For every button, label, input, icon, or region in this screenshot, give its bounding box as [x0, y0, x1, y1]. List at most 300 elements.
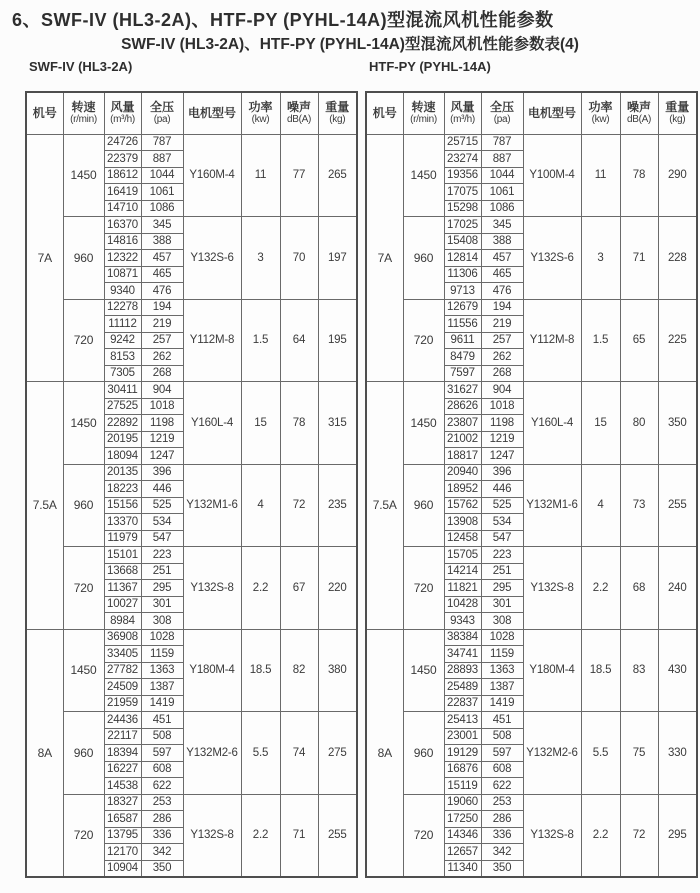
cell-noise: 71 [620, 217, 658, 300]
cell-power: 1.5 [241, 299, 280, 382]
cell-airflow: 10904 [104, 860, 141, 877]
header-noise-label: 噪声 [626, 100, 651, 115]
cell-pressure: 547 [141, 530, 183, 547]
cell-pressure: 1387 [141, 679, 183, 696]
header-speed-label: 转速 [71, 100, 96, 115]
cell-power: 3 [581, 217, 620, 300]
cell-weight: 240 [658, 547, 697, 630]
cell-weight: 275 [318, 712, 357, 795]
table-row [26, 629, 357, 646]
cell-pressure: 1247 [141, 448, 183, 465]
cell-weight: 350 [658, 382, 697, 465]
cell-pressure: 286 [141, 811, 183, 828]
cell-weight: 295 [658, 794, 697, 877]
cell-power: 3 [241, 217, 280, 300]
cell-pressure: 622 [141, 778, 183, 795]
cell-noise: 68 [620, 547, 658, 630]
cell-pressure: 1061 [481, 184, 523, 201]
table-row [26, 464, 357, 481]
cell-airflow: 14538 [104, 778, 141, 795]
cell-pressure: 1219 [141, 431, 183, 448]
cell-motor-model: Y132M2-6 [523, 712, 581, 795]
cell-airflow: 8984 [104, 613, 141, 630]
table-row [26, 382, 357, 399]
cell-pressure: 1159 [141, 646, 183, 663]
cell-pressure: 1363 [141, 662, 183, 679]
cell-pressure: 547 [481, 530, 523, 547]
cell-pressure: 342 [141, 844, 183, 861]
cell-speed: 960 [403, 712, 444, 795]
cell-airflow: 25715 [444, 134, 481, 151]
cell-noise: 78 [620, 134, 658, 217]
cell-pressure: 1028 [141, 629, 183, 646]
cell-airflow: 27525 [104, 398, 141, 415]
cell-speed: 720 [403, 547, 444, 630]
cell-weight: 197 [318, 217, 357, 300]
cell-airflow: 36908 [104, 629, 141, 646]
cell-airflow: 31627 [444, 382, 481, 399]
header-power-label: 功率 [248, 100, 273, 115]
cell-pressure: 1419 [141, 695, 183, 712]
cell-pressure: 476 [141, 283, 183, 300]
cell-pressure: 295 [481, 580, 523, 597]
header-pressure-unit: (pa) [153, 114, 171, 126]
cell-motor-model: Y132M2-6 [183, 712, 241, 795]
cell-power: 2.2 [581, 794, 620, 877]
cell-airflow: 38384 [444, 629, 481, 646]
table-row [366, 464, 697, 481]
cell-power: 11 [241, 134, 280, 217]
cell-airflow: 23274 [444, 151, 481, 168]
cell-airflow: 13370 [104, 514, 141, 531]
cell-speed: 960 [63, 464, 104, 547]
cell-airflow: 11367 [104, 580, 141, 597]
cell-weight: 380 [318, 629, 357, 712]
cell-airflow: 9611 [444, 332, 481, 349]
table-row [26, 217, 357, 234]
cell-airflow: 13908 [444, 514, 481, 531]
cell-noise: 74 [280, 712, 318, 795]
cell-pressure: 1086 [481, 200, 523, 217]
cell-pressure: 887 [141, 151, 183, 168]
table-row [26, 712, 357, 729]
cell-airflow: 16587 [104, 811, 141, 828]
cell-power: 2.2 [581, 547, 620, 630]
cell-noise: 73 [620, 464, 658, 547]
cell-pressure: 1044 [141, 167, 183, 184]
header-model [26, 92, 63, 134]
cell-airflow: 14346 [444, 827, 481, 844]
cell-airflow: 33405 [104, 646, 141, 663]
header-weight [318, 92, 357, 134]
cell-pressure: 251 [481, 563, 523, 580]
cell-airflow: 10027 [104, 596, 141, 613]
cell-model-size: 7.5A [26, 382, 63, 630]
header-motor [523, 92, 581, 134]
cell-airflow: 21002 [444, 431, 481, 448]
cell-speed: 720 [63, 547, 104, 630]
header-pressure-label: 全压 [489, 100, 514, 115]
cell-power: 2.2 [241, 547, 280, 630]
cell-airflow: 22837 [444, 695, 481, 712]
cell-weight: 220 [318, 547, 357, 630]
cell-pressure: 194 [481, 299, 523, 316]
cell-airflow: 13668 [104, 563, 141, 580]
cell-power: 5.5 [241, 712, 280, 795]
cell-pressure: 525 [141, 497, 183, 514]
cell-airflow: 16370 [104, 217, 141, 234]
header-noise-label: 噪声 [286, 100, 311, 115]
cell-airflow: 22117 [104, 728, 141, 745]
header-airflow-unit: (m³/h) [110, 114, 135, 126]
cell-pressure: 262 [141, 349, 183, 366]
cell-airflow: 16876 [444, 761, 481, 778]
cell-pressure: 1198 [141, 415, 183, 432]
cell-noise: 70 [280, 217, 318, 300]
cell-speed: 960 [63, 712, 104, 795]
header-airflow [104, 92, 141, 134]
cell-pressure: 1219 [481, 431, 523, 448]
cell-pressure: 257 [141, 332, 183, 349]
cell-pressure: 534 [141, 514, 183, 531]
header-weight-unit: (kg) [329, 114, 346, 126]
table-row [366, 382, 697, 399]
table-row [26, 794, 357, 811]
header-power [581, 92, 620, 134]
cell-motor-model: Y180M-4 [183, 629, 241, 712]
header-airflow-unit: (m³/h) [450, 114, 475, 126]
cell-airflow: 7305 [104, 365, 141, 382]
cell-motor-model: Y132S-8 [523, 794, 581, 877]
cell-airflow: 20940 [444, 464, 481, 481]
cell-airflow: 18094 [104, 448, 141, 465]
cell-airflow: 15298 [444, 200, 481, 217]
cell-noise: 64 [280, 299, 318, 382]
cell-pressure: 342 [481, 844, 523, 861]
cell-pressure: 451 [481, 712, 523, 729]
cell-airflow: 18952 [444, 481, 481, 498]
cell-weight: 235 [318, 464, 357, 547]
cell-pressure: 194 [141, 299, 183, 316]
cell-noise: 82 [280, 629, 318, 712]
cell-airflow: 17250 [444, 811, 481, 828]
header-noise-unit: dB(A) [626, 114, 652, 126]
cell-motor-model: Y100M-4 [523, 134, 581, 217]
table-row [366, 217, 697, 234]
cell-model-size: 7A [366, 134, 403, 382]
cell-motor-model: Y132M1-6 [183, 464, 241, 547]
header-speed-unit: (r/min) [70, 114, 97, 126]
cell-airflow: 12170 [104, 844, 141, 861]
cell-airflow: 22379 [104, 151, 141, 168]
cell-speed: 1450 [63, 382, 104, 465]
cell-noise: 71 [280, 794, 318, 877]
cell-airflow: 18223 [104, 481, 141, 498]
cell-pressure: 887 [481, 151, 523, 168]
cell-pressure: 308 [481, 613, 523, 630]
cell-airflow: 28893 [444, 662, 481, 679]
table-row [26, 134, 357, 151]
cell-motor-model: Y132S-8 [183, 794, 241, 877]
cell-airflow: 17075 [444, 184, 481, 201]
cell-speed: 960 [403, 464, 444, 547]
cell-pressure: 295 [141, 580, 183, 597]
table-block-htf [365, 59, 696, 878]
cell-model-size: 7A [26, 134, 63, 382]
cell-airflow: 11821 [444, 580, 481, 597]
cell-pressure: 301 [481, 596, 523, 613]
cell-speed: 960 [403, 217, 444, 300]
header-noise [280, 92, 318, 134]
cell-speed: 1450 [63, 134, 104, 217]
cell-pressure: 476 [481, 283, 523, 300]
header-airflow [444, 92, 481, 134]
table-row [26, 299, 357, 316]
cell-speed: 1450 [63, 629, 104, 712]
header-noise [620, 92, 658, 134]
cell-pressure: 345 [141, 217, 183, 234]
table-row [366, 547, 697, 564]
header-power-label: 功率 [588, 100, 613, 115]
cell-airflow: 20135 [104, 464, 141, 481]
header-pressure [481, 92, 523, 134]
cell-motor-model: Y112M-8 [183, 299, 241, 382]
cell-airflow: 12679 [444, 299, 481, 316]
cell-airflow: 30411 [104, 382, 141, 399]
cell-speed: 1450 [403, 382, 444, 465]
cell-pressure: 301 [141, 596, 183, 613]
cell-pressure: 534 [481, 514, 523, 531]
cell-pressure: 219 [481, 316, 523, 333]
cell-airflow: 15119 [444, 778, 481, 795]
cell-airflow: 24726 [104, 134, 141, 151]
cell-pressure: 622 [481, 778, 523, 795]
cell-pressure: 465 [481, 266, 523, 283]
header-noise-unit: dB(A) [286, 114, 312, 126]
cell-power: 18.5 [241, 629, 280, 712]
cell-pressure: 396 [481, 464, 523, 481]
cell-airflow: 19060 [444, 794, 481, 811]
cell-airflow: 12278 [104, 299, 141, 316]
cell-motor-model: Y160L-4 [523, 382, 581, 465]
cell-pressure: 446 [481, 481, 523, 498]
htf-performance-table [365, 91, 698, 878]
cell-airflow: 14710 [104, 200, 141, 217]
cell-power: 11 [581, 134, 620, 217]
cell-power: 2.2 [241, 794, 280, 877]
cell-airflow: 8153 [104, 349, 141, 366]
cell-airflow: 9242 [104, 332, 141, 349]
cell-pressure: 787 [481, 134, 523, 151]
cell-pressure: 336 [481, 827, 523, 844]
cell-motor-model: Y160M-4 [183, 134, 241, 217]
cell-airflow: 11340 [444, 860, 481, 877]
cell-pressure: 336 [141, 827, 183, 844]
header-motor-label: 电机型号 [527, 106, 576, 121]
cell-airflow: 23807 [444, 415, 481, 432]
cell-weight: 195 [318, 299, 357, 382]
header-speed-label: 转速 [411, 100, 436, 115]
cell-noise: 77 [280, 134, 318, 217]
cell-pressure: 262 [481, 349, 523, 366]
cell-airflow: 11112 [104, 316, 141, 333]
cell-motor-model: Y132M1-6 [523, 464, 581, 547]
header-weight-label: 重量 [325, 100, 350, 115]
cell-pressure: 396 [141, 464, 183, 481]
cell-power: 15 [581, 382, 620, 465]
cell-airflow: 16419 [104, 184, 141, 201]
cell-airflow: 11556 [444, 316, 481, 333]
header-model [366, 92, 403, 134]
cell-airflow: 11979 [104, 530, 141, 547]
header-pressure-unit: (pa) [493, 114, 511, 126]
table-row [366, 629, 697, 646]
cell-pressure: 508 [141, 728, 183, 745]
cell-pressure: 465 [141, 266, 183, 283]
cell-motor-model: Y112M-8 [523, 299, 581, 382]
cell-power: 1.5 [581, 299, 620, 382]
cell-airflow: 12458 [444, 530, 481, 547]
cell-speed: 1450 [403, 629, 444, 712]
cell-pressure: 1044 [481, 167, 523, 184]
cell-pressure: 350 [481, 860, 523, 877]
cell-airflow: 24436 [104, 712, 141, 729]
cell-pressure: 308 [141, 613, 183, 630]
cell-airflow: 25413 [444, 712, 481, 729]
cell-airflow: 12657 [444, 844, 481, 861]
cell-airflow: 7597 [444, 365, 481, 382]
cell-pressure: 1247 [481, 448, 523, 465]
cell-pressure: 350 [141, 860, 183, 877]
cell-speed: 720 [63, 299, 104, 382]
cell-pressure: 1363 [481, 662, 523, 679]
table-label-htf: HTF-PY (PYHL-14A) [369, 59, 491, 74]
table-block-swf [25, 59, 356, 878]
cell-pressure: 608 [141, 761, 183, 778]
cell-weight: 330 [658, 712, 697, 795]
cell-airflow: 27782 [104, 662, 141, 679]
cell-pressure: 1018 [141, 398, 183, 415]
page-subtitle: SWF-IV (HL3-2A)、HTF-PY (PYHL-14A)型混流风机性能参数表(4) [121, 36, 579, 53]
table-row [366, 794, 697, 811]
table-label-swf: SWF-IV (HL3-2A) [29, 59, 133, 74]
cell-noise: 80 [620, 382, 658, 465]
cell-noise: 72 [280, 464, 318, 547]
cell-airflow: 18612 [104, 167, 141, 184]
cell-airflow: 18817 [444, 448, 481, 465]
cell-power: 4 [241, 464, 280, 547]
cell-pressure: 1387 [481, 679, 523, 696]
cell-power: 4 [581, 464, 620, 547]
cell-power: 15 [241, 382, 280, 465]
cell-airflow: 12814 [444, 250, 481, 267]
cell-pressure: 1159 [481, 646, 523, 663]
cell-pressure: 1419 [481, 695, 523, 712]
header-model-label: 机号 [372, 106, 397, 121]
cell-pressure: 1018 [481, 398, 523, 415]
header-speed [63, 92, 104, 134]
cell-airflow: 8479 [444, 349, 481, 366]
cell-airflow: 9340 [104, 283, 141, 300]
swf-performance-table [25, 91, 358, 878]
cell-airflow: 21959 [104, 695, 141, 712]
cell-airflow: 15705 [444, 547, 481, 564]
header-motor [183, 92, 241, 134]
cell-motor-model: Y132S-8 [183, 547, 241, 630]
cell-pressure: 345 [481, 217, 523, 234]
cell-power: 5.5 [581, 712, 620, 795]
cell-pressure: 457 [481, 250, 523, 267]
cell-pressure: 388 [481, 233, 523, 250]
header-airflow-label: 风量 [450, 100, 475, 115]
table-row [366, 712, 697, 729]
cell-airflow: 18327 [104, 794, 141, 811]
cell-motor-model: Y160L-4 [183, 382, 241, 465]
table-row [366, 299, 697, 316]
cell-airflow: 24509 [104, 679, 141, 696]
cell-noise: 83 [620, 629, 658, 712]
header-motor-label: 电机型号 [187, 106, 236, 121]
cell-airflow: 19356 [444, 167, 481, 184]
cell-pressure: 597 [481, 745, 523, 762]
cell-pressure: 1061 [141, 184, 183, 201]
cell-pressure: 253 [481, 794, 523, 811]
cell-airflow: 10428 [444, 596, 481, 613]
cell-pressure: 446 [141, 481, 183, 498]
header-model-label: 机号 [32, 106, 57, 121]
cell-pressure: 268 [141, 365, 183, 382]
header-power [241, 92, 280, 134]
cell-airflow: 28626 [444, 398, 481, 415]
cell-airflow: 19129 [444, 745, 481, 762]
cell-speed: 720 [403, 299, 444, 382]
cell-pressure: 257 [481, 332, 523, 349]
cell-pressure: 1086 [141, 200, 183, 217]
cell-airflow: 20195 [104, 431, 141, 448]
header-pressure-label: 全压 [149, 100, 174, 115]
cell-airflow: 9713 [444, 283, 481, 300]
cell-airflow: 34741 [444, 646, 481, 663]
cell-model-size: 7.5A [366, 382, 403, 630]
cell-pressure: 286 [481, 811, 523, 828]
cell-pressure: 597 [141, 745, 183, 762]
cell-airflow: 14214 [444, 563, 481, 580]
cell-airflow: 15408 [444, 233, 481, 250]
cell-weight: 255 [658, 464, 697, 547]
cell-motor-model: Y180M-4 [523, 629, 581, 712]
table-row [366, 134, 697, 151]
cell-pressure: 904 [481, 382, 523, 399]
cell-airflow: 15762 [444, 497, 481, 514]
cell-pressure: 219 [141, 316, 183, 333]
cell-model-size: 8A [26, 629, 63, 877]
cell-motor-model: Y132S-6 [183, 217, 241, 300]
cell-pressure: 457 [141, 250, 183, 267]
cell-airflow: 18394 [104, 745, 141, 762]
header-weight-unit: (kg) [669, 114, 686, 126]
page-title: 6、SWF-IV (HL3-2A)、HTF-PY (PYHL-14A)型混流风机性能参数 [12, 10, 554, 30]
cell-weight: 265 [318, 134, 357, 217]
tables-row [25, 59, 696, 878]
cell-airflow: 22892 [104, 415, 141, 432]
cell-airflow: 14816 [104, 233, 141, 250]
cell-pressure: 525 [481, 497, 523, 514]
cell-pressure: 223 [141, 547, 183, 564]
cell-pressure: 268 [481, 365, 523, 382]
header-speed [403, 92, 444, 134]
header-weight [658, 92, 697, 134]
cell-model-size: 8A [366, 629, 403, 877]
